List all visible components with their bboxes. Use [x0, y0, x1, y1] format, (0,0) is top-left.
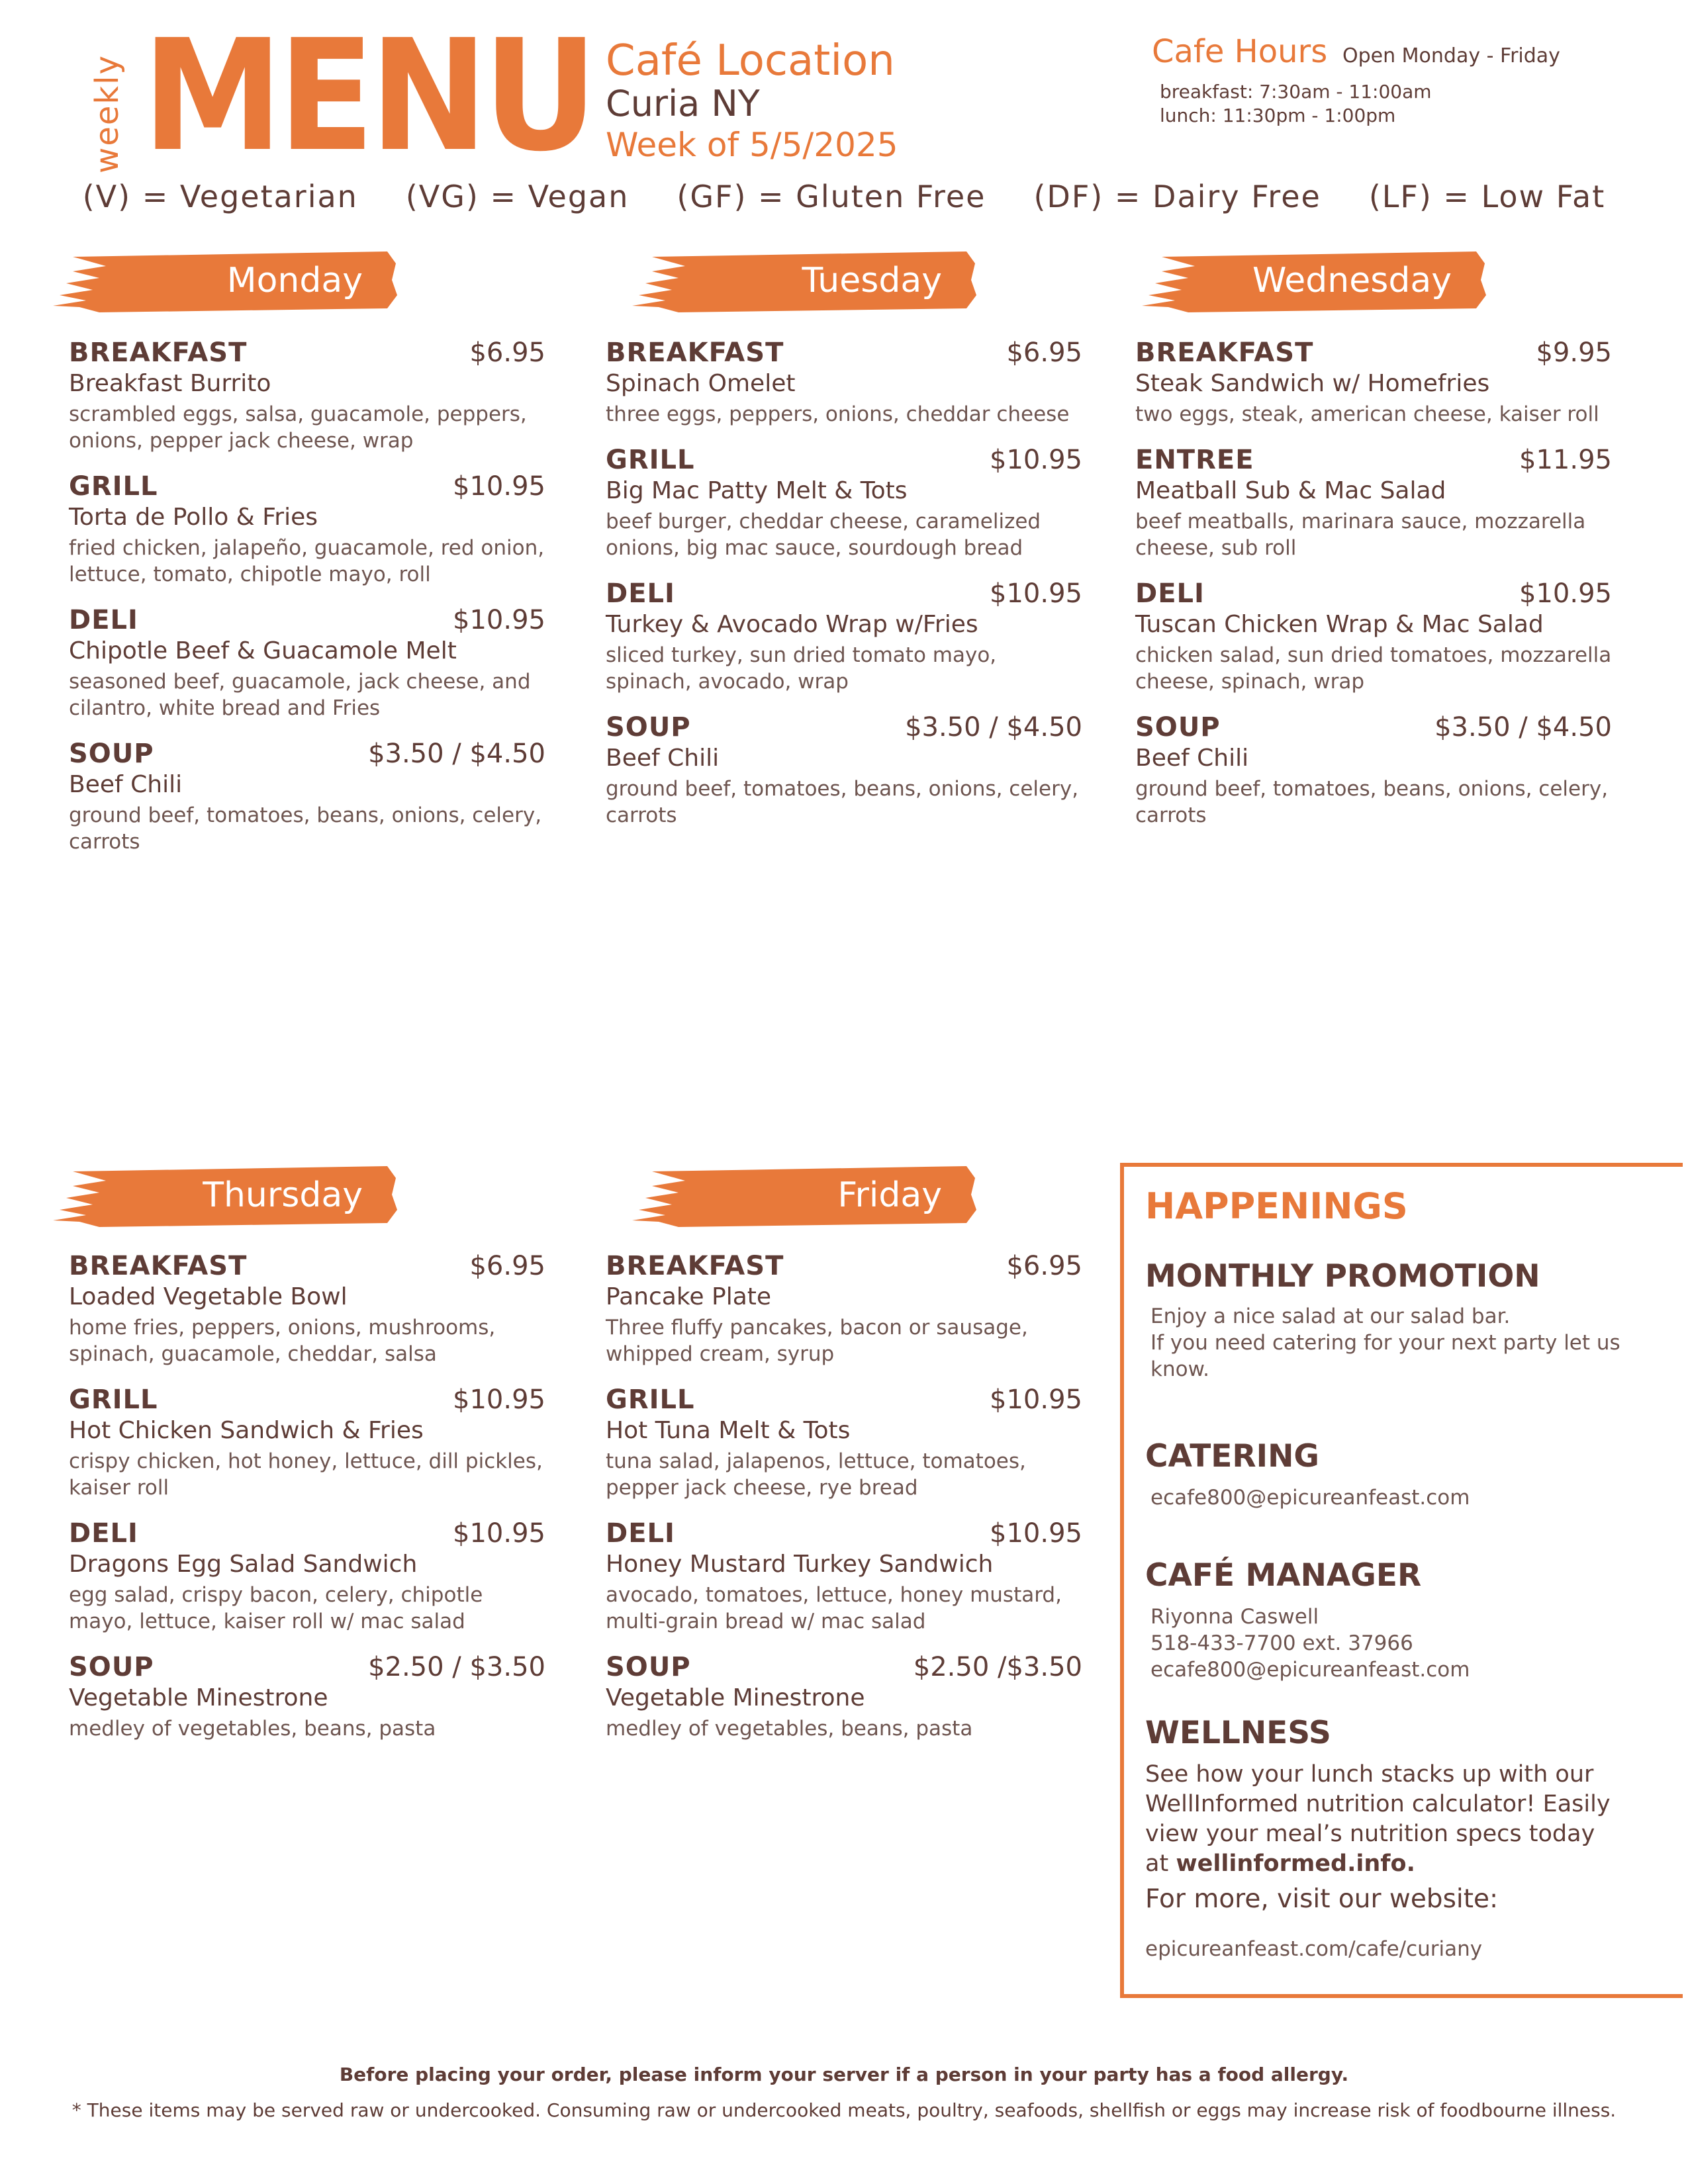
item-category: BREAKFAST [69, 338, 248, 368]
day-label: Tuesday [802, 261, 942, 300]
item-description: tuna salad, jalapenos, lettuce, tomatoes, pepper jack cheese, rye bread [606, 1449, 1026, 1500]
location-city: Curia NY [606, 83, 760, 124]
item-description: ground beef, tomatoes, beans, onions, celery, carrots [69, 803, 542, 854]
item-name: Turkey & Avocado Wrap w/Fries [606, 611, 978, 638]
item-price: $3.50 / $4.50 [905, 712, 1082, 743]
location-title: Café Location [606, 36, 895, 85]
manager-phone: 518-433-7700 ext. 37966 [1150, 1631, 1413, 1655]
menu-item [606, 336, 1082, 428]
item-price: $10.95 [990, 445, 1082, 475]
item-name: Spinach Omelet [606, 370, 796, 397]
website-link[interactable]: epicureanfeast.com/cafe/curiany [1145, 1937, 1483, 1961]
day-label: Thursday [203, 1175, 363, 1215]
item-description: seasoned beef, guacamole, jack cheese, and cilantro, white bread and Fries [69, 670, 531, 720]
menu-item [606, 1383, 1082, 1501]
item-price: $3.50 / $4.50 [368, 739, 545, 769]
manager-email[interactable]: ecafe800@epicureanfeast.com [1150, 1658, 1470, 1682]
catering-email[interactable]: ecafe800@epicureanfeast.com [1150, 1486, 1470, 1510]
item-category: BREAKFAST [1135, 338, 1314, 368]
item-name: Vegetable Minestrone [69, 1684, 328, 1711]
menu-item [1135, 577, 1612, 695]
legend-item: (DF) = Dairy Free [1033, 179, 1321, 214]
item-category: DELI [1135, 578, 1205, 609]
menu-item [606, 1651, 1082, 1742]
menu-item [606, 577, 1082, 695]
item-category: BREAKFAST [69, 1251, 248, 1281]
item-name: Dragons Egg Salad Sandwich [69, 1551, 418, 1578]
item-category: DELI [606, 578, 675, 609]
item-price: $3.50 / $4.50 [1434, 712, 1612, 743]
manager-title: CAFÉ MANAGER [1145, 1557, 1422, 1594]
menu-item [69, 336, 545, 454]
item-name: Pancake Plate [606, 1283, 772, 1310]
day-menu-friday [606, 1250, 1082, 1758]
happenings-title: HAPPENINGS [1145, 1185, 1408, 1227]
item-description: beef meatballs, marinara sauce, mozzarella cheese, sub roll [1135, 510, 1586, 560]
item-name: Beef Chili [1135, 745, 1249, 772]
hours-breakfast: breakfast: 7:30am - 11:00am [1160, 81, 1432, 103]
hours-title: Cafe Hours [1152, 33, 1328, 70]
item-price: $2.50 / $3.50 [368, 1652, 545, 1682]
item-price: $10.95 [990, 1518, 1082, 1549]
item-description: crispy chicken, hot honey, lettuce, dill pickles, kaiser roll [69, 1449, 543, 1500]
day-menu-thursday [69, 1250, 545, 1758]
item-name: Breakfast Burrito [69, 370, 271, 397]
item-description: scrambled eggs, salsa, guacamole, peppers, onions, pepper jack cheese, wrap [69, 402, 527, 453]
menu-item [69, 737, 545, 855]
item-description: beef burger, cheddar cheese, caramelized onions, big mac sauce, sourdough bread [606, 510, 1041, 560]
menu-item [1135, 443, 1612, 561]
item-description: home fries, peppers, onions, mushrooms, spinach, guacamole, cheddar, salsa [69, 1316, 496, 1366]
menu-item [69, 1651, 545, 1742]
item-description: avocado, tomatoes, lettuce, honey mustard, multi-grain bread w/ mac salad [606, 1583, 1062, 1633]
item-name: Hot Tuna Melt & Tots [606, 1417, 851, 1444]
item-name: Torta de Pollo & Fries [69, 504, 318, 531]
item-category: SOUP [69, 739, 154, 769]
item-category: BREAKFAST [606, 1251, 784, 1281]
item-name: Meatball Sub & Mac Salad [1135, 477, 1446, 504]
item-name: Beef Chili [606, 745, 720, 772]
item-price: $9.95 [1536, 338, 1612, 368]
item-name: Steak Sandwich w/ Homefries [1135, 370, 1490, 397]
hours-lunch: lunch: 11:30pm - 1:00pm [1160, 105, 1396, 126]
item-category: SOUP [1135, 712, 1221, 743]
day-banner-friday [632, 1158, 976, 1231]
item-description: ground beef, tomatoes, beans, onions, celery, carrots [606, 777, 1079, 827]
item-category: DELI [606, 1518, 675, 1549]
menu-item [606, 443, 1082, 561]
menu-item [69, 604, 545, 721]
item-name: Vegetable Minestrone [606, 1684, 865, 1711]
item-description: ground beef, tomatoes, beans, onions, celery, carrots [1135, 777, 1609, 827]
item-price: $6.95 [1006, 338, 1082, 368]
food-safety-warning: * These items may be served raw or undercooked. Consuming raw or undercooked meats, poultry, seafoods, shellfish or eggs may increase risk of foodbourne illness. [71, 2099, 1617, 2121]
day-label: Monday [226, 261, 363, 300]
item-category: ENTREE [1135, 445, 1254, 475]
legend-item: (V) = Vegetarian [82, 179, 358, 214]
allergy-notice: Before placing your order, please inform your server if a person in your party has a food allergy. [339, 2064, 1349, 2085]
day-banner-thursday [53, 1158, 397, 1231]
item-price: $11.95 [1519, 445, 1612, 475]
wellness-link[interactable]: wellinformed.info. [1176, 1850, 1415, 1877]
menu-item [1135, 336, 1612, 428]
item-price: $10.95 [453, 471, 545, 502]
website-prompt: For more, visit our website: [1145, 1884, 1499, 1914]
menu-title: MENU [142, 7, 593, 185]
day-menu-tuesday [606, 336, 1082, 844]
day-menu-monday [69, 336, 545, 871]
item-price: $10.95 [453, 1385, 545, 1415]
menu-item [69, 470, 545, 588]
hours-open: Open Monday - Friday [1342, 44, 1560, 68]
item-price: $6.95 [469, 1251, 545, 1281]
day-label: Friday [837, 1175, 942, 1215]
item-name: Tuscan Chicken Wrap & Mac Salad [1135, 611, 1544, 638]
item-price: $10.95 [990, 578, 1082, 609]
week-of: Week of 5/5/2025 [606, 126, 898, 164]
day-banner-wednesday [1142, 244, 1486, 316]
item-category: GRILL [69, 1385, 158, 1415]
day-menu-wednesday [1135, 336, 1612, 844]
wellness-text: See how your lunch stacks up with our WellInformed nutrition calculator! Easily view your meal’s nutrition specs today at wellinformed.info. [1145, 1761, 1611, 1877]
item-name: Loaded Vegetable Bowl [69, 1283, 348, 1310]
day-banner-tuesday [632, 244, 976, 316]
item-price: $10.95 [453, 605, 545, 635]
item-description: medley of vegetables, beans, pasta [606, 1717, 973, 1741]
wellness-title: WELLNESS [1145, 1715, 1331, 1751]
menu-item [606, 1250, 1082, 1367]
item-price: $10.95 [990, 1385, 1082, 1415]
happenings-box [1120, 1163, 1683, 1998]
item-price: $10.95 [453, 1518, 545, 1549]
item-category: DELI [69, 1518, 138, 1549]
weekly-label: weekly [89, 54, 126, 173]
manager-name: Riyonna Caswell [1150, 1605, 1319, 1629]
item-description: chicken salad, sun dried tomatoes, mozzarella cheese, spinach, wrap [1135, 643, 1612, 694]
item-description: fried chicken, jalapeño, guacamole, red onion, lettuce, tomato, chipotle mayo, roll [69, 536, 545, 586]
item-description: Three fluffy pancakes, bacon or sausage, whipped cream, syrup [606, 1316, 1028, 1366]
promotion-text: Enjoy a nice salad at our salad bar. If you need catering for your next party let us know. [1150, 1304, 1620, 1381]
dietary-legend [0, 179, 1688, 214]
item-price: $10.95 [1519, 578, 1612, 609]
promotion-title: MONTHLY PROMOTION [1145, 1258, 1540, 1295]
item-category: BREAKFAST [606, 338, 784, 368]
item-name: Honey Mustard Turkey Sandwich [606, 1551, 994, 1578]
item-price: $2.50 /$3.50 [913, 1652, 1082, 1682]
menu-item [606, 1517, 1082, 1635]
menu-item [69, 1250, 545, 1367]
item-category: GRILL [69, 471, 158, 502]
item-category: DELI [69, 605, 138, 635]
item-price: $6.95 [469, 338, 545, 368]
menu-item [69, 1517, 545, 1635]
menu-item [69, 1383, 545, 1501]
legend-item: (GF) = Gluten Free [677, 179, 986, 214]
item-name: Hot Chicken Sandwich & Fries [69, 1417, 424, 1444]
item-name: Chipotle Beef & Guacamole Melt [69, 637, 457, 664]
day-label: Wednesday [1252, 261, 1452, 300]
legend-item: (VG) = Vegan [405, 179, 630, 214]
menu-item [1135, 711, 1612, 829]
item-description: three eggs, peppers, onions, cheddar cheese [606, 402, 1070, 426]
day-banner-monday [53, 244, 397, 316]
item-description: egg salad, crispy bacon, celery, chipotle mayo, lettuce, kaiser roll w/ mac salad [69, 1583, 483, 1633]
legend-item: (LF) = Low Fat [1368, 179, 1606, 214]
item-category: SOUP [69, 1652, 154, 1682]
item-category: SOUP [606, 1652, 691, 1682]
item-description: medley of vegetables, beans, pasta [69, 1717, 436, 1741]
item-price: $6.95 [1006, 1251, 1082, 1281]
catering-title: CATERING [1145, 1438, 1319, 1475]
item-category: GRILL [606, 445, 695, 475]
item-description: sliced turkey, sun dried tomato mayo, spinach, avocado, wrap [606, 643, 997, 694]
item-name: Big Mac Patty Melt & Tots [606, 477, 908, 504]
item-category: GRILL [606, 1385, 695, 1415]
item-name: Beef Chili [69, 771, 183, 798]
item-category: SOUP [606, 712, 691, 743]
item-description: two eggs, steak, american cheese, kaiser roll [1135, 402, 1599, 426]
menu-item [606, 711, 1082, 829]
